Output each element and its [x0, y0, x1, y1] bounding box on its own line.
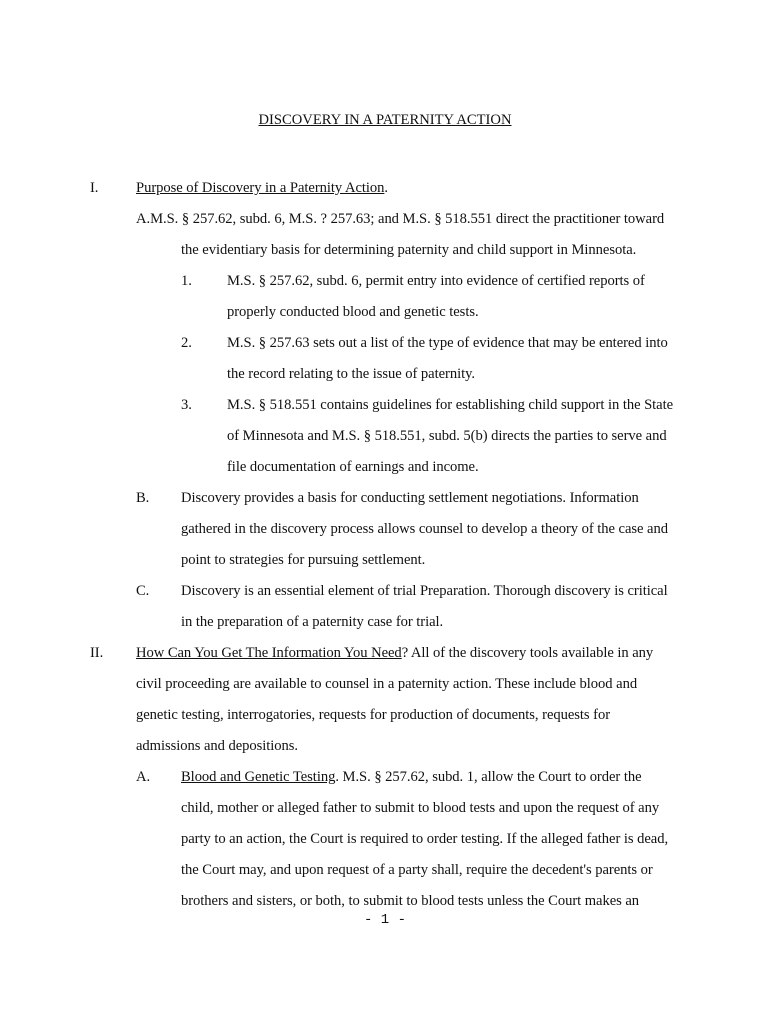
paragraph-line: brothers and sisters, or both, to submit to blood tests unless the Court makes an	[181, 893, 640, 909]
paragraph-line: party to an action, the Court is required to order testing. If the alleged father is dead,	[181, 831, 669, 847]
paragraph-line: the Court may, and upon request of a party shall, require the decedent's parents or	[181, 862, 653, 878]
paragraph-line: of Minnesota and M.S. § 518.551, subd. 5(b) directs the parties to serve and	[227, 428, 667, 444]
paragraph-line: Discovery provides a basis for conducting settlement negotiations. Information	[181, 490, 639, 506]
list-number: 3.	[181, 397, 192, 413]
paragraph-line: civil proceeding are available to counsel in a paternity action. These include blood and	[136, 676, 638, 692]
section-2-heading	[136, 643, 653, 663]
list-letter: C.	[136, 583, 150, 599]
paragraph-line: the record relating to the issue of paternity.	[227, 366, 476, 382]
section-1-heading-period: .	[384, 180, 388, 196]
section-1-heading-text: Purpose of Discovery in a Paternity Action	[136, 180, 385, 196]
list-number: 1.	[181, 273, 192, 289]
paragraph-line: the evidentiary basis for determining paternity and child support in Minnesota.	[181, 242, 637, 258]
paragraph-line: admissions and depositions.	[136, 738, 299, 754]
section-2-heading-text: How Can You Get The Information You Need	[136, 645, 402, 661]
paragraph-line: M.S. § 257.63 sets out a list of the type of evidence that may be entered into	[227, 335, 668, 351]
paragraph-line: A.M.S. § 257.62, subd. 6, M.S. ? 257.63; and M.S. § 518.551 direct the practitioner toward	[136, 211, 665, 227]
paragraph-line: point to strategies for pursuing settlement.	[181, 552, 426, 568]
paragraph-line: M.S. § 518.551 contains guidelines for establishing child support in the State	[227, 397, 674, 413]
paragraph-line: in the preparation of a paternity case for trial.	[181, 614, 444, 630]
section-2a-heading	[181, 767, 642, 787]
paragraph-line: gathered in the discovery process allows counsel to develop a theory of the case and	[181, 521, 668, 537]
list-letter: A.	[136, 769, 151, 785]
document-title: DISCOVERY IN A PATERNITY ACTION	[258, 112, 512, 128]
section-2a-heading-text: Blood and Genetic Testing	[181, 769, 336, 785]
paragraph-line: Discovery is an essential element of trial Preparation. Thorough discovery is critical	[181, 583, 668, 599]
section-2-heading-rest: ? All of the discovery tools available in any	[401, 645, 654, 661]
paragraph-line: properly conducted blood and genetic tests.	[227, 304, 479, 320]
paragraph-line: M.S. § 257.62, subd. 6, permit entry into evidence of certified reports of	[227, 273, 645, 289]
section-1-numeral: I.	[90, 180, 99, 196]
section-1-heading	[136, 178, 388, 198]
paragraph-line: genetic testing, interrogatories, requests for production of documents, requests for	[136, 707, 611, 723]
section-2a-heading-rest: . M.S. § 257.62, subd. 1, allow the Court to order the	[335, 769, 642, 785]
list-number: 2.	[181, 335, 192, 351]
paragraph-line: child, mother or alleged father to submit to blood tests and upon the request of any	[181, 800, 660, 816]
paragraph-line: file documentation of earnings and income.	[227, 459, 479, 475]
section-2-numeral: II.	[90, 645, 104, 661]
list-letter: B.	[136, 490, 150, 506]
page-number: - 1 -	[363, 912, 406, 928]
